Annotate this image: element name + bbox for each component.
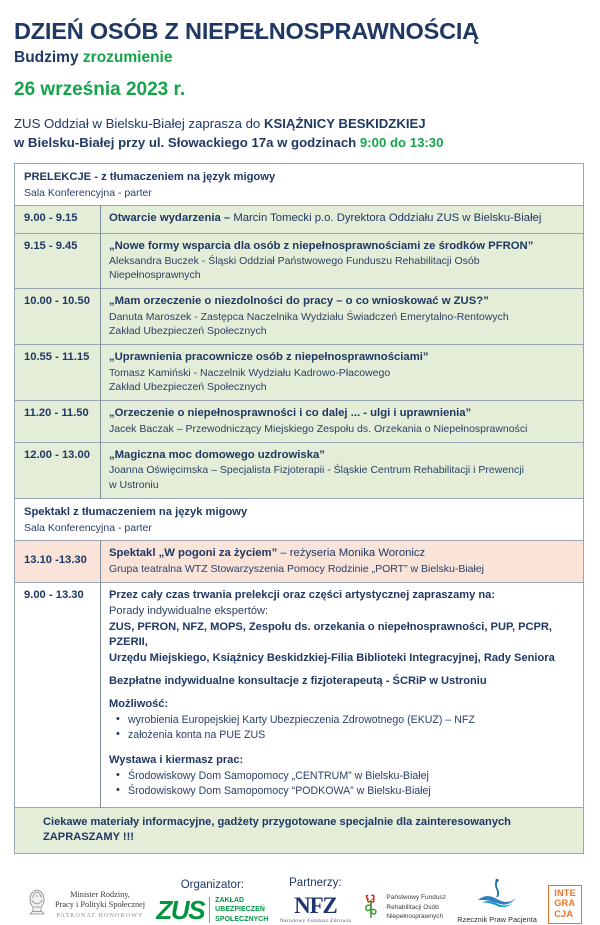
ministry-line1: Minister Rodziny,	[70, 890, 130, 900]
footer-banner-cell	[15, 807, 584, 853]
row-time: 9.00 - 13.30	[15, 582, 101, 807]
mozliwosc-label: Możliwość:	[109, 698, 169, 711]
spacer	[109, 667, 575, 674]
ministry-patronage: PATRONAT HONOROWY	[56, 912, 144, 919]
spacer	[109, 690, 575, 697]
zus-line2: UBEZPIECZEŃ	[215, 906, 265, 914]
section-header-spektakl	[15, 498, 584, 541]
pfron-wrap	[362, 891, 446, 924]
invitation-text	[14, 115, 586, 152]
row-time: 9.15 - 9.45	[15, 233, 101, 289]
footer-banner-line1: Ciekawe materiały informacyjne, gadżety przygotowane specjalnie dla zainteresowanych	[43, 815, 511, 828]
row-content	[101, 541, 584, 583]
poster-subtitle	[14, 49, 586, 66]
row-subtitle-2: Zakład Ubezpieczeń Społecznych	[109, 325, 267, 338]
section-header-prelekcje	[15, 163, 584, 206]
allday-orgs-line2: Urzędu Miejskiego, Książnicy Beskidzkiej-Filia Biblioteki Integracyjnej, Rady Seniora	[109, 652, 555, 665]
organizator-caption: Organizator:	[180, 879, 244, 892]
page-title: DZIEŃ OSÓB Z NIEPEŁNOSPRAWNOŚCIĄ	[14, 18, 479, 44]
row-time: 9.00 - 9.15	[15, 206, 101, 233]
wystawa-label: Wystawa i kiermasz prac:	[109, 753, 244, 766]
row-content	[101, 345, 584, 401]
logo-strip	[14, 866, 586, 924]
table-row	[15, 401, 584, 443]
pfron-line3: Niepełnosprawnych	[386, 912, 444, 920]
row-title: „Magiczna moc domowego uzdrowiska”	[109, 448, 325, 461]
allday-content	[101, 582, 584, 807]
pfron-text	[386, 893, 446, 921]
row-subtitle-1: Grupa teatralna WTZ Stowarzyszenia Pomocy Rodzinie „PORT” w Bielsku-Białej	[109, 562, 485, 575]
row-title: „Mam orzeczenie o niezdolności do pracy – o co wnioskować w ZUS?”	[109, 295, 489, 308]
section-spektakl-room: Sala Konferencyjna - parter	[24, 522, 152, 534]
logo-zus	[156, 879, 268, 924]
integracja-box	[548, 885, 582, 924]
allday-heading: Przez cały czas trwania prelekcji oraz części artystycznej zapraszamy na:	[109, 588, 496, 601]
event-date: 26 września 2023 r.	[14, 79, 186, 101]
section-prelekcje-room: Sala Konferencyjna - parter	[24, 186, 152, 199]
rpp-asclepius-wave-icon	[474, 878, 520, 913]
row-time: 10.55 - 11.15	[15, 345, 101, 401]
ministry-text	[55, 890, 145, 920]
integracja-line3: CJA	[554, 909, 574, 920]
row-subtitle-1: Tomasz Kamiński - Naczelnik Wydziału Kadrowo-Płacowego	[109, 366, 391, 379]
invite-line1-plain: ZUS Oddział w Bielsku-Białej zaprasza do	[14, 116, 264, 132]
integracja-line1: INTE	[554, 887, 576, 898]
allday-orgs-line1: ZUS, PFRON, NFZ, MOPS, Zespołu ds. orzekania o niepełnosprawności, PUP, PCPR, PZERII,	[109, 621, 553, 649]
zus-line3: SPOŁECZNYCH	[215, 915, 269, 923]
row-title-bold: Spektakl „W pogoni za życiem”	[109, 547, 281, 560]
rpp-label: Rzecznik Praw Pacjenta	[457, 914, 537, 924]
section-spektakl-cell	[15, 498, 584, 541]
row-title-bold: Otwarcie wydarzenia –	[109, 212, 234, 225]
section-prelekcje-title: PRELEKCJE - z tłumaczeniem na język migowy	[24, 170, 276, 183]
row-subtitle-2: Zakład Ubezpieczeń Społecznych	[109, 380, 267, 393]
row-title	[109, 211, 575, 226]
table-row	[15, 289, 584, 345]
pfron-tulip-icon	[362, 891, 382, 924]
logo-ministry	[24, 887, 145, 924]
polish-eagle-icon	[24, 887, 50, 924]
pfron-line1: Państwowy Fundusz	[386, 894, 446, 902]
allday-advice-label: Porady indywidualne ekspertów:	[109, 604, 269, 617]
zus-line1: ZAKŁAD	[215, 897, 245, 905]
pfron-line2: Rehabilitacji Osób	[386, 903, 439, 911]
mozliwosc-list	[109, 713, 575, 743]
poster-header	[14, 0, 586, 153]
invite-hours: 9:00 do 13:30	[359, 134, 444, 150]
table-row	[15, 233, 584, 289]
list-item: • założenia konta na PUE ZUS	[126, 728, 575, 743]
row-time: 11.20 - 11.50	[15, 401, 101, 443]
list-item: • Środowiskowy Dom Samopomocy „CENTRUM” w Bielsku-Białej	[126, 769, 575, 784]
list-item: • wyrobienia Europejskiej Karty Ubezpieczenia Zdrowotnego (EKUZ) – NFZ	[126, 713, 575, 728]
partnerzy-caption: Partnerzy:	[289, 876, 342, 889]
footer-banner-row	[15, 807, 584, 853]
table-row	[15, 206, 584, 233]
row-title-normal: Marcin Tomecki p.o. Dyrektora Oddziału ZUS w Bielsku-Białej	[233, 212, 542, 225]
table-row	[15, 442, 584, 498]
nfz-wordmark: NFZ	[294, 892, 337, 918]
integracja-line2: GRA	[554, 898, 576, 909]
wystawa-list	[109, 769, 575, 799]
zus-wrap	[156, 896, 268, 924]
ministry-line2: Pracy i Polityki Społecznej	[55, 900, 146, 910]
logo-rpp	[457, 878, 537, 924]
schedule-table	[14, 163, 584, 854]
row-time: 12.00 - 13.00	[15, 442, 101, 498]
row-title: „Orzeczenie o niepełnosprawności i co dalej ... - ulgi i uprawnienia”	[109, 407, 472, 420]
row-subtitle-1: Joanna Oświęcimska – Specjalista Fizjoterapii - Śląskie Centrum Rehabilitacji i Prewencji	[109, 464, 524, 477]
row-content	[101, 401, 584, 443]
table-row	[15, 345, 584, 401]
row-content	[101, 206, 584, 233]
row-subtitle-2: w Ustroniu	[109, 478, 159, 491]
row-time: 10.00 - 10.50	[15, 289, 101, 345]
zus-fullname	[215, 896, 268, 924]
section-spektakl-title: Spektakl z tłumaczeniem na język migowy	[24, 505, 248, 518]
row-title: „Uprawnienia pracownicze osób z niepełnosprawnościami”	[109, 351, 429, 364]
row-time: 13.10 -13.30	[15, 541, 101, 583]
row-subtitle-1: Danuta Maroszek - Zastępca Naczelnika Wydziału Świadczeń Emerytalno-Rentowych	[109, 310, 509, 323]
row-title: „Nowe formy wsparcia dla osób z niepełnosprawnościami ze środków PFRON”	[109, 239, 534, 252]
row-content	[101, 233, 584, 289]
invite-venue: KSIĄŻNICY BESKIDZKIEJ	[263, 116, 426, 132]
list-item: • Środowiskowy Dom Samopomocy “PODKOWA” w Bielsku-Białej	[126, 784, 575, 799]
table-row-spektakl	[15, 541, 584, 583]
allday-physio-line: Bezpłatne indywidualne konsultacje z fizjoterapeutą - ŚCRiP w Ustroniu	[109, 675, 487, 688]
nfz-fullname: Narodowy Fundusz Zdrowia	[279, 917, 352, 924]
row-subtitle-1: Jacek Baczak – Przewodniczący Miejskiego Zespołu ds. Orzekania o Niepełnosprawności	[109, 422, 528, 435]
logo-pfron	[362, 891, 446, 924]
row-title-normal: – reżyseria Monika Woronicz	[280, 547, 426, 560]
subtitle-plain: Budzimy	[14, 49, 83, 67]
subtitle-accent: zrozumienie	[82, 49, 173, 67]
footer-banner-line2: ZAPRASZAMY !!!	[43, 830, 135, 843]
row-subtitle-1: Aleksandra Buczek - Śląski Oddział Państwowego Funduszu Rehabilitacji Osób	[109, 254, 480, 267]
logo-integracja	[548, 885, 582, 924]
spacer	[109, 746, 575, 753]
ministry-wrap	[24, 887, 145, 924]
invite-line2-address: w Bielsku-Białej przy ul. Słowackiego 17a w godzinach	[14, 134, 360, 150]
zus-wordmark: ZUS	[156, 895, 205, 925]
zus-divider	[209, 897, 210, 923]
row-content	[101, 442, 584, 498]
row-content	[101, 289, 584, 345]
table-row-allday	[15, 582, 584, 807]
row-title	[109, 546, 575, 561]
logo-nfz	[280, 877, 352, 924]
row-subtitle-2: Niepełnosprawnych	[109, 269, 201, 282]
section-prelekcje-cell	[15, 163, 584, 206]
